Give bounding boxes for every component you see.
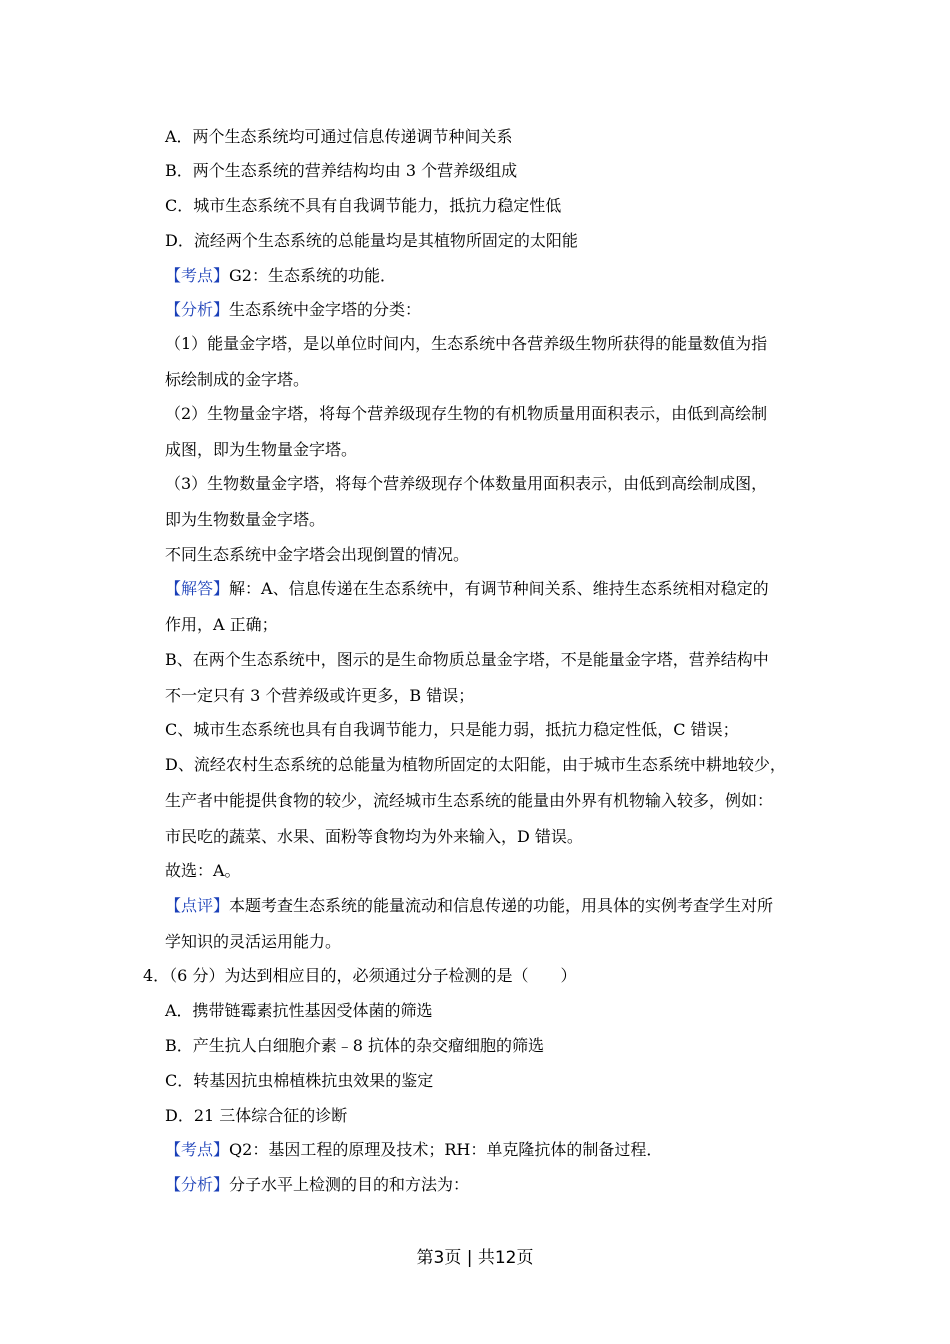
dianping-tag: 【点评】 (165, 896, 230, 915)
dianping-line (165, 896, 773, 916)
fenxi-line (165, 300, 421, 320)
page-footer: 第3页 | 共12页 (416, 1248, 534, 1268)
option-b: B．两个生态系统的营养结构均由 3 个营养级组成 (165, 161, 518, 180)
answer-b1: B、在两个生态系统中，图示的是生命物质总量金字塔，不是能量金字塔，营养结构中 (165, 650, 769, 669)
answer-c1: C、城市生态系统也具有自我调节能力，只是能力弱，抵抗力稳定性低，C 错误； (165, 720, 739, 739)
fenxi-tag: 【分析】 (165, 300, 230, 319)
analysis-p2b: 成图，即为生物量金字塔。 (165, 440, 358, 459)
kaodian-line (165, 266, 396, 286)
q4-option-d: D．21 三体综合征的诊断 (165, 1106, 348, 1125)
jieda-text: 解：A、信息传递在生态系统中，有调节种间关系、维持生态系统相对稳定的 (229, 579, 769, 598)
kaodian-tag: 【考点】 (165, 266, 230, 285)
q4-kaodian-text: Q2：基因工程的原理及技术；RH：单克隆抗体的制备过程． (229, 1140, 663, 1159)
answer-d1: D、流经农村生态系统的总能量为植物所固定的太阳能，由于城市生态系统中耕地较少， (165, 755, 786, 774)
jieda-tag: 【解答】 (165, 579, 230, 598)
q4-option-b: B．产生抗人白细胞介素﹣8 抗体的杂交瘤细胞的筛选 (165, 1036, 545, 1055)
answer-a2: 作用，A 正确； (165, 615, 278, 634)
q4-fenxi-tag: 【分析】 (165, 1175, 230, 1194)
kaodian-text: G2：生态系统的功能． (229, 266, 396, 285)
q4-option-a: A．携带链霉素抗性基因受体菌的筛选 (165, 1001, 433, 1020)
jieda-line (165, 579, 769, 599)
fenxi-text: 生态系统中金字塔的分类： (229, 300, 422, 319)
option-a: A．两个生态系统均可通过信息传递调节种间关系 (165, 127, 513, 146)
analysis-p3b: 即为生物数量金字塔。 (165, 510, 326, 529)
option-c: C．城市生态系统不具有自我调节能力，抵抗力稳定性低 (165, 196, 562, 215)
dianping-text: 本题考查生态系统的能量流动和信息传递的功能，用具体的实例考查学生对所 (229, 896, 774, 915)
q4-fenxi-line (165, 1175, 469, 1195)
analysis-p3a: （3）生物数量金字塔，将每个营养级现存个体数量用面积表示，由低到高绘制成图， (165, 474, 768, 493)
analysis-p1b: 标绘制成的金字塔。 (165, 370, 310, 389)
answer-choose: 故选：A。 (165, 861, 241, 880)
q4-kaodian-tag: 【考点】 (165, 1140, 230, 1159)
q4-option-c: C．转基因抗虫棉植株抗虫效果的鉴定 (165, 1071, 434, 1090)
dianping-line-2: 学知识的灵活运用能力。 (165, 932, 342, 951)
answer-b2: 不一定只有 3 个营养级或许更多，B 错误； (165, 686, 475, 705)
q4-kaodian-line (165, 1140, 662, 1160)
option-d: D．流经两个生态系统的总能量均是其植物所固定的太阳能 (165, 231, 578, 250)
answer-d3: 市民吃的蔬菜、水果、面粉等食物均为外来输入，D 错误。 (165, 827, 583, 846)
analysis-p4: 不同生态系统中金字塔会出现倒置的情况。 (165, 545, 470, 564)
analysis-p1a: （1）能量金字塔，是以单位时间内，生态系统中各营养级生物所获得的能量数值为指 (165, 334, 768, 353)
analysis-p2a: （2）生物量金字塔，将每个营养级现存生物的有机物质量用面积表示，由低到高绘制 (165, 404, 768, 423)
question-4-stem: 4．（6 分）为达到相应目的，必须通过分子检测的是（ ） (143, 966, 577, 985)
q4-fenxi-text: 分子水平上检测的目的和方法为： (229, 1175, 470, 1194)
answer-d2: 生产者中能提供食物的较少，流经城市生态系统的能量由外界有机物输入较多，例如： (165, 791, 774, 810)
